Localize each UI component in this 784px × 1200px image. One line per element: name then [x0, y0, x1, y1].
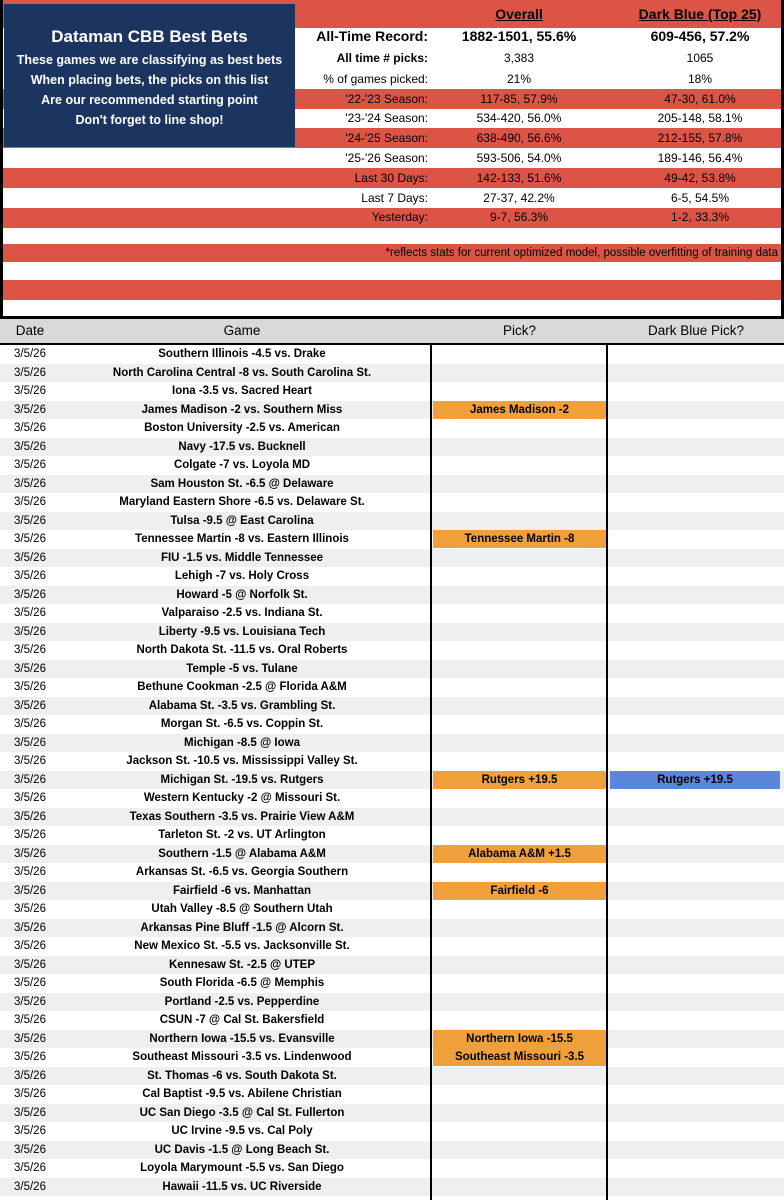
pick-cell [433, 438, 606, 456]
date-cell: 3/5/26 [14, 662, 46, 675]
table-row [0, 1159, 784, 1178]
date-cell: 3/5/26 [14, 1014, 46, 1026]
stat-dark: 205-148, 58.1% [657, 111, 743, 125]
table-row [0, 1141, 784, 1160]
table-row [0, 697, 784, 716]
dark-pick-cell [610, 549, 780, 567]
date-cell: 3/5/26 [14, 1069, 46, 1082]
date-cell: 3/5/26 [14, 921, 46, 934]
stat-label: All time # picks: [336, 51, 428, 65]
game-cell: South Florida -6.5 @ Memphis [159, 977, 325, 989]
pick-cell [433, 456, 606, 474]
date-cell: 3/5/26 [14, 681, 46, 693]
pick-cell: Alabama A&M +1.5 [433, 845, 606, 863]
intro-line: Don't forget to line shop! [75, 113, 224, 127]
dark-pick-cell [610, 1085, 780, 1103]
pick-cell [433, 826, 606, 844]
pick-cell [433, 678, 606, 696]
stat-overall: 638-490, 56.6% [476, 131, 562, 145]
game-cell: Michigan -8.5 @ Iowa [183, 736, 300, 749]
dark-pick-cell [610, 993, 780, 1011]
date-cell: 3/5/26 [14, 422, 46, 434]
column-header-dark-pick: Dark Blue Pick? [647, 323, 745, 338]
stat-overall: 21% [506, 72, 532, 86]
table-row [0, 1030, 784, 1049]
games-table [0, 345, 784, 1196]
pick-cell [433, 937, 606, 955]
pick-cell [433, 1122, 606, 1140]
stat-row [296, 169, 784, 189]
stat-row [296, 149, 784, 169]
date-cell: 3/5/26 [14, 810, 46, 823]
stat-overall: 27-37, 42.2% [483, 191, 555, 205]
pick-cell [433, 512, 606, 530]
date-cell: 3/5/26 [14, 755, 46, 767]
pick-cell [433, 1159, 606, 1177]
dark-pick-cell [610, 493, 780, 511]
date-cell: 3/5/26 [14, 385, 46, 397]
intro-line: These games we are classifying as best bets [16, 53, 283, 67]
pick-cell [433, 734, 606, 752]
stat-label: Last 7 Days: [361, 191, 428, 205]
game-cell: Liberty -9.5 vs. Louisiana Tech [158, 625, 326, 638]
date-cell: 3/5/26 [14, 459, 46, 471]
table-row [0, 808, 784, 827]
pick-cell [433, 900, 606, 918]
stat-label: Last 30 Days: [354, 171, 428, 185]
table-row [0, 974, 784, 993]
dark-pick-cell [610, 1011, 780, 1029]
dark-pick-cell [610, 678, 780, 696]
dark-pick-cell [610, 1122, 780, 1140]
stat-dark: 1-2, 33.3% [670, 210, 730, 224]
stat-dark: 1065 [686, 51, 714, 65]
table-row [0, 345, 784, 364]
dark-pick-cell [610, 956, 780, 974]
pick-cell [433, 586, 606, 604]
date-cell: 3/5/26 [14, 588, 46, 601]
table-row [0, 493, 784, 512]
dark-pick-cell [610, 789, 780, 807]
date-cell: 3/5/26 [14, 477, 46, 490]
date-cell: 3/5/26 [14, 1180, 46, 1193]
table-row [0, 567, 784, 586]
stat-label: Yesterday: [371, 210, 428, 224]
dark-pick-cell [610, 364, 780, 382]
table-row [0, 586, 784, 605]
table-row [0, 900, 784, 919]
dark-pick-cell [610, 1048, 780, 1066]
stat-row [296, 70, 784, 90]
dark-pick-cell [610, 512, 780, 530]
table-row [0, 1178, 784, 1197]
stat-row [296, 208, 784, 228]
stat-dark: 18% [687, 72, 713, 86]
dark-pick-cell [610, 604, 780, 622]
stat-label: '24-'25 Season: [345, 131, 428, 145]
dark-pick-cell [610, 1104, 780, 1122]
pick-cell: James Madison -2 [433, 401, 606, 419]
date-cell: 3/5/26 [14, 551, 46, 564]
dark-pick-cell [610, 456, 780, 474]
game-cell: North Dakota St. -11.5 vs. Oral Roberts [136, 644, 348, 656]
date-cell: 3/5/26 [14, 1051, 46, 1063]
date-cell: 3/5/26 [14, 866, 46, 878]
game-cell: James Madison -2 vs. Southern Miss [141, 403, 343, 416]
game-cell: Fairfield -6 vs. Manhattan [172, 884, 312, 897]
game-cell: Maryland Eastern Shore -6.5 vs. Delaware St. [119, 496, 365, 508]
footnote: *reflects stats for current optimized model, possible overfitting of training data [385, 247, 778, 259]
stat-label: All-Time Record: [316, 28, 428, 44]
pick-cell: Northern Iowa -15.5 [433, 1030, 606, 1048]
stat-row [296, 49, 784, 69]
stat-dark: 6-5, 54.5% [670, 191, 730, 205]
dark-pick-cell [610, 660, 780, 678]
game-cell: Michigan St. -19.5 vs. Rutgers [160, 773, 324, 786]
dark-pick-cell [610, 863, 780, 881]
game-cell: St. Thomas -6 vs. South Dakota St. [147, 1069, 337, 1082]
pick-cell [433, 993, 606, 1011]
table-row [0, 826, 784, 845]
game-cell: Southern Illinois -4.5 vs. Drake [158, 348, 326, 360]
date-cell: 3/5/26 [14, 403, 46, 416]
stat-overall: 534-420, 56.0% [476, 111, 562, 125]
date-cell: 3/5/26 [14, 699, 46, 712]
dark-pick-cell [610, 900, 780, 918]
game-cell: Loyola Marymount -5.5 vs. San Diego [140, 1162, 344, 1174]
stat-dark: 609-456, 57.2% [650, 28, 750, 44]
game-cell: Bethune Cookman -2.5 @ Florida A&M [137, 681, 347, 693]
table-row [0, 475, 784, 494]
column-header-date: Date [15, 323, 45, 338]
table-row [0, 512, 784, 531]
date-cell: 3/5/26 [14, 829, 46, 841]
dark-pick-cell [610, 382, 780, 400]
pick-cell [433, 1085, 606, 1103]
game-cell: Boston University -2.5 vs. American [144, 422, 340, 434]
dark-pick-cell [610, 641, 780, 659]
dark-pick-cell [610, 475, 780, 493]
pick-cell [433, 1104, 606, 1122]
stat-label: '25-'26 Season: [345, 151, 428, 165]
dark-pick-cell [610, 401, 780, 419]
dark-pick-cell [610, 1178, 780, 1196]
table-header [0, 319, 784, 345]
column-header-game: Game [223, 323, 261, 338]
pick-cell [433, 604, 606, 622]
date-cell: 3/5/26 [14, 1162, 46, 1174]
table-row [0, 882, 784, 901]
stripe [0, 280, 784, 300]
title-panel [4, 4, 295, 147]
stat-overall: 593-506, 54.0% [476, 151, 562, 165]
table-row [0, 937, 784, 956]
table-row [0, 660, 784, 679]
game-cell: CSUN -7 @ Cal St. Bakersfield [159, 1014, 325, 1026]
table-row [0, 382, 784, 401]
table-row [0, 752, 784, 771]
game-cell: Morgan St. -6.5 vs. Coppin St. [160, 718, 324, 730]
game-cell: Alabama St. -3.5 vs. Grambling St. [148, 699, 336, 712]
dark-pick-cell [610, 1067, 780, 1085]
pick-cell [433, 919, 606, 937]
stat-row [296, 129, 784, 149]
game-cell: Cal Baptist -9.5 vs. Abilene Christian [142, 1088, 342, 1100]
pick-cell [433, 1011, 606, 1029]
table-row [0, 1048, 784, 1067]
table-row [0, 1067, 784, 1086]
dark-pick-cell [610, 1030, 780, 1048]
pick-cell [433, 364, 606, 382]
date-cell: 3/5/26 [14, 1125, 46, 1137]
table-row [0, 364, 784, 383]
game-cell: Southeast Missouri -3.5 vs. Lindenwood [132, 1051, 352, 1063]
table-row [0, 549, 784, 568]
table-row [0, 993, 784, 1012]
date-cell: 3/5/26 [14, 348, 46, 360]
game-cell: Hawaii -11.5 vs. UC Riverside [162, 1180, 322, 1193]
pick-cell [433, 697, 606, 715]
pick-cell: Southeast Missouri -3.5 [433, 1048, 606, 1066]
stat-dark: 47-30, 61.0% [664, 92, 736, 106]
dark-pick-cell [610, 734, 780, 752]
pick-cell [433, 567, 606, 585]
pick-cell [433, 974, 606, 992]
game-cell: FIU -1.5 vs. Middle Tennessee [160, 551, 324, 564]
pick-cell [433, 752, 606, 770]
date-cell: 3/5/26 [14, 940, 46, 952]
dark-blue-header: Dark Blue (Top 25) [638, 6, 762, 22]
page-title: Dataman CBB Best Bets [51, 27, 248, 46]
date-cell: 3/5/26 [14, 1106, 46, 1119]
date-cell: 3/5/26 [14, 1143, 46, 1156]
dark-pick-cell [610, 345, 780, 363]
stat-row [296, 109, 784, 129]
dark-pick-cell [610, 826, 780, 844]
game-cell: Southern -1.5 @ Alabama A&M [158, 847, 326, 860]
game-cell: Howard -5 @ Norfolk St. [176, 588, 308, 601]
table-row [0, 789, 784, 808]
game-cell: Kennesaw St. -2.5 @ UTEP [168, 958, 316, 971]
game-cell: Tarleton St. -2 vs. UT Arlington [158, 829, 326, 841]
stat-dark: 212-155, 57.8% [657, 131, 743, 145]
dark-pick-cell [610, 1159, 780, 1177]
game-cell: UC Irvine -9.5 vs. Cal Poly [171, 1125, 313, 1137]
date-cell: 3/5/26 [14, 773, 46, 786]
table-row [0, 771, 784, 790]
dark-pick-cell [610, 919, 780, 937]
date-cell: 3/5/26 [14, 792, 46, 804]
game-cell: Iona -3.5 vs. Sacred Heart [172, 385, 312, 397]
table-row [0, 1122, 784, 1141]
dark-pick-cell [610, 438, 780, 456]
pick-cell [433, 475, 606, 493]
table-row [0, 438, 784, 457]
stripe [0, 262, 784, 280]
date-cell: 3/5/26 [14, 570, 46, 582]
dark-pick-cell [610, 697, 780, 715]
table-row [0, 1011, 784, 1030]
game-cell: Arkansas St. -6.5 vs. Georgia Southern [135, 866, 349, 878]
pick-cell: Fairfield -6 [433, 882, 606, 900]
stat-overall: 142-133, 51.6% [476, 171, 562, 185]
border [0, 0, 3, 320]
stat-dark: 189-146, 56.4% [657, 151, 743, 165]
pick-cell [433, 641, 606, 659]
pick-cell [433, 1178, 606, 1196]
table-row [0, 1104, 784, 1123]
pick-cell [433, 549, 606, 567]
dark-pick-cell [610, 530, 780, 548]
intro-line: Are our recommended starting point [41, 93, 258, 107]
game-cell: Sam Houston St. -6.5 @ Delaware [150, 477, 334, 490]
column-divider [606, 345, 608, 1200]
date-cell: 3/5/26 [14, 847, 46, 860]
dark-pick-cell [610, 845, 780, 863]
overall-header: Overall [495, 6, 543, 22]
date-cell: 3/5/26 [14, 736, 46, 749]
table-row [0, 734, 784, 753]
date-cell: 3/5/26 [14, 958, 46, 971]
dark-pick-cell [610, 715, 780, 733]
date-cell: 3/5/26 [14, 644, 46, 656]
stat-label: '23-'24 Season: [345, 111, 428, 125]
pick-cell [433, 419, 606, 437]
table-row [0, 401, 784, 420]
stats-header [0, 0, 784, 320]
game-cell: UC Davis -1.5 @ Long Beach St. [154, 1143, 330, 1156]
table-row [0, 919, 784, 938]
game-cell: North Carolina Central -8 vs. South Carolina St. [112, 366, 372, 379]
dark-pick-cell [610, 419, 780, 437]
stat-row [296, 90, 784, 110]
date-cell: 3/5/26 [14, 533, 46, 545]
dark-pick-cell [610, 1141, 780, 1159]
table-row [0, 863, 784, 882]
stat-row [296, 27, 784, 47]
pick-cell [433, 623, 606, 641]
date-cell: 3/5/26 [14, 903, 46, 915]
pick-cell [433, 1067, 606, 1085]
dark-pick-cell [610, 937, 780, 955]
date-cell: 3/5/26 [14, 1088, 46, 1100]
game-cell: Utah Valley -8.5 @ Southern Utah [151, 903, 333, 915]
game-cell: Arkansas Pine Bluff -1.5 @ Alcorn St. [140, 921, 344, 934]
stat-overall: 1882-1501, 55.6% [461, 28, 577, 44]
date-cell: 3/5/26 [14, 884, 46, 897]
pick-cell [433, 382, 606, 400]
game-cell: Western Kentucky -2 @ Missouri St. [143, 792, 341, 804]
pick-cell: Rutgers +19.5 [433, 771, 606, 789]
table-row [0, 715, 784, 734]
game-cell: Jackson St. -10.5 vs. Mississippi Valley St. [126, 755, 358, 767]
game-cell: Tennessee Martin -8 vs. Eastern Illinois [135, 533, 349, 545]
stat-row [296, 189, 784, 209]
pick-cell [433, 660, 606, 678]
game-cell: Navy -17.5 vs. Bucknell [178, 440, 306, 453]
stat-overall: 3,383 [503, 51, 535, 65]
stat-overall: 117-85, 57.9% [480, 92, 558, 106]
game-cell: Texas Southern -3.5 vs. Prairie View A&M [129, 810, 355, 823]
pick-cell [433, 1141, 606, 1159]
game-cell: Colgate -7 vs. Loyola MD [173, 459, 311, 471]
date-cell: 3/5/26 [14, 440, 46, 453]
date-cell: 3/5/26 [14, 607, 46, 619]
table-row [0, 956, 784, 975]
table-row [0, 623, 784, 642]
stat-dark: 49-42, 53.8% [664, 171, 736, 185]
date-cell: 3/5/26 [14, 625, 46, 638]
date-cell: 3/5/26 [14, 514, 46, 527]
table-row [0, 1085, 784, 1104]
game-cell: Portland -2.5 vs. Pepperdine [164, 995, 320, 1008]
table-row [0, 530, 784, 549]
date-cell: 3/5/26 [14, 496, 46, 508]
dark-pick-cell [610, 567, 780, 585]
table-row [0, 845, 784, 864]
pick-cell: Tennessee Martin -8 [433, 530, 606, 548]
date-cell: 3/5/26 [14, 977, 46, 989]
game-cell: UC San Diego -3.5 @ Cal St. Fullerton [139, 1106, 345, 1119]
dark-pick-cell [610, 752, 780, 770]
stat-overall: 9-7, 56.3% [489, 210, 549, 224]
intro-line: When placing bets, the picks on this list [30, 73, 269, 87]
column-header-pick: Pick? [502, 323, 536, 338]
date-cell: 3/5/26 [14, 718, 46, 730]
game-cell: Tulsa -9.5 @ East Carolina [170, 514, 314, 527]
stripe [0, 300, 784, 316]
pick-cell [433, 715, 606, 733]
game-cell: Valparaiso -2.5 vs. Indiana St. [161, 607, 323, 619]
table-row [0, 678, 784, 697]
dark-pick-cell [610, 623, 780, 641]
table-row [0, 419, 784, 438]
column-divider [430, 345, 432, 1200]
date-cell: 3/5/26 [14, 995, 46, 1008]
dark-pick-cell [610, 586, 780, 604]
pick-cell [433, 808, 606, 826]
pick-cell [433, 863, 606, 881]
table-row [0, 604, 784, 623]
table-row [0, 456, 784, 475]
table-row [0, 641, 784, 660]
stripe [0, 228, 784, 244]
stat-label: '22-'23 Season: [345, 92, 428, 106]
dark-pick-cell [610, 882, 780, 900]
pick-cell [433, 493, 606, 511]
game-cell: Northern Iowa -15.5 vs. Evansville [149, 1032, 335, 1045]
date-cell: 3/5/26 [14, 1032, 46, 1045]
date-cell: 3/5/26 [14, 366, 46, 379]
game-cell: Temple -5 vs. Tulane [186, 662, 298, 675]
dark-pick-cell [610, 808, 780, 826]
dark-pick-cell: Rutgers +19.5 [610, 771, 780, 789]
pick-cell [433, 956, 606, 974]
game-cell: New Mexico St. -5.5 vs. Jacksonville St. [134, 940, 350, 952]
game-cell: Lehigh -7 vs. Holy Cross [174, 570, 310, 582]
dark-pick-cell [610, 974, 780, 992]
pick-cell [433, 345, 606, 363]
stat-label: % of games picked: [323, 72, 428, 86]
pick-cell [433, 789, 606, 807]
